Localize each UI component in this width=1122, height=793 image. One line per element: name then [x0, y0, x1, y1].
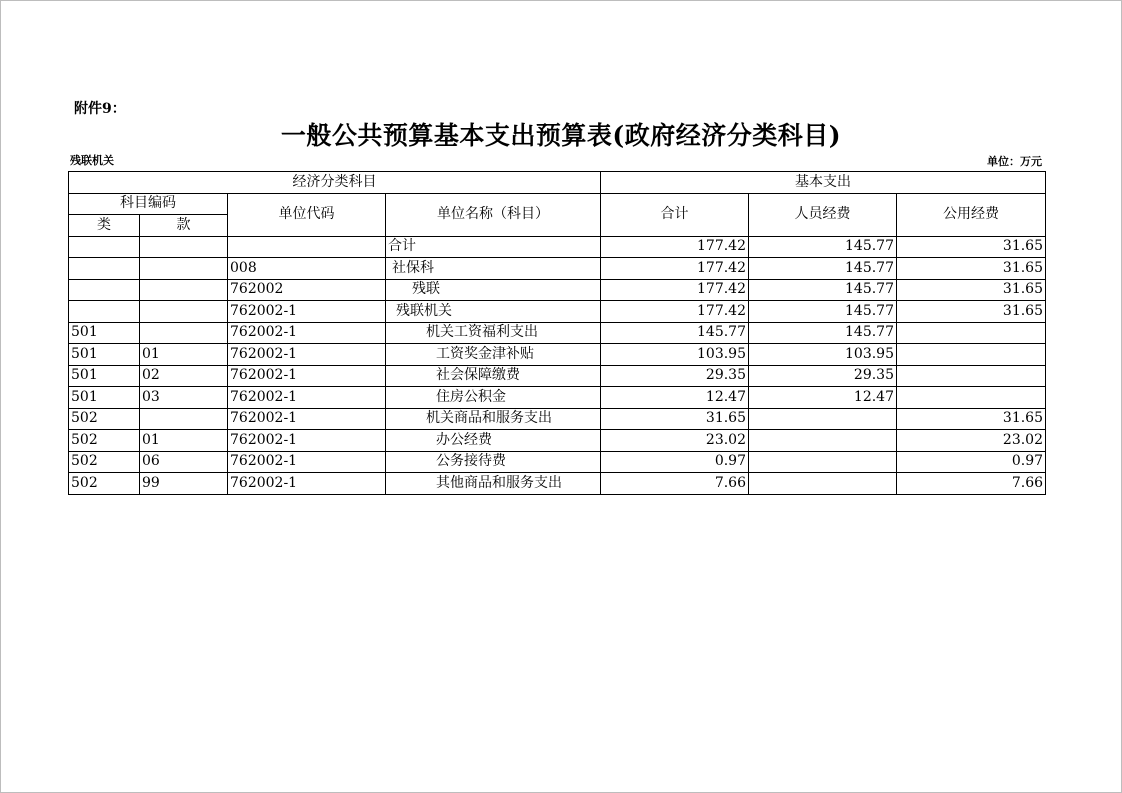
- cell-total: 29.35: [601, 365, 749, 387]
- cell-total: 0.97: [601, 451, 749, 473]
- cell-personnel: 103.95: [749, 344, 897, 366]
- cell-unit-code: 762002-1: [228, 301, 386, 323]
- cell-total: 177.42: [601, 301, 749, 323]
- table-row: [69, 473, 1046, 495]
- cell-personnel: 145.77: [749, 236, 897, 258]
- cell-public: 31.65: [897, 408, 1046, 430]
- cell-class: 502: [69, 451, 140, 473]
- cell-name: 社会保障缴费: [386, 365, 601, 387]
- cell-personnel: 145.77: [749, 279, 897, 301]
- cell-public: [897, 344, 1046, 366]
- cell-item: [140, 408, 228, 430]
- header-total: 合计: [601, 193, 749, 236]
- cell-unit-code: 762002-1: [228, 344, 386, 366]
- table-row: [69, 279, 1046, 301]
- cell-total: 177.42: [601, 258, 749, 280]
- cell-personnel: [749, 408, 897, 430]
- cell-unit-code: 762002-1: [228, 387, 386, 409]
- cell-unit-code: 762002-1: [228, 451, 386, 473]
- cell-unit-code: 762002-1: [228, 408, 386, 430]
- header-econ-category: 经济分类科目: [69, 172, 601, 194]
- cell-personnel: 145.77: [749, 322, 897, 344]
- cell-public: 31.65: [897, 236, 1046, 258]
- unit-name: 残联机关: [70, 154, 114, 167]
- cell-personnel: 145.77: [749, 301, 897, 323]
- cell-name: 办公经费: [386, 430, 601, 452]
- cell-unit-code: 762002-1: [228, 430, 386, 452]
- cell-total: 23.02: [601, 430, 749, 452]
- cell-class: 501: [69, 322, 140, 344]
- cell-public: 31.65: [897, 258, 1046, 280]
- cell-class: 502: [69, 408, 140, 430]
- cell-total: 145.77: [601, 322, 749, 344]
- cell-name: 机关工资福利支出: [386, 322, 601, 344]
- cell-total: 103.95: [601, 344, 749, 366]
- table-row: [69, 430, 1046, 452]
- cell-public: 23.02: [897, 430, 1046, 452]
- cell-public: 7.66: [897, 473, 1046, 495]
- cell-item: [140, 322, 228, 344]
- cell-item: 06: [140, 451, 228, 473]
- cell-item: [140, 279, 228, 301]
- header-item: 款: [140, 215, 228, 237]
- cell-class: 501: [69, 344, 140, 366]
- table-row: [69, 301, 1046, 323]
- cell-unit-code: 762002-1: [228, 473, 386, 495]
- cell-total: 177.42: [601, 236, 749, 258]
- cell-item: [140, 258, 228, 280]
- cell-item: [140, 301, 228, 323]
- table-row: [69, 258, 1046, 280]
- cell-unit-code: [228, 236, 386, 258]
- cell-item: 01: [140, 430, 228, 452]
- table-row: [69, 451, 1046, 473]
- cell-name: 残联机关: [386, 301, 601, 323]
- header-personnel: 人员经费: [749, 193, 897, 236]
- cell-item: 03: [140, 387, 228, 409]
- cell-personnel: 145.77: [749, 258, 897, 280]
- header-subject-code: 科目编码: [69, 193, 228, 215]
- cell-name: 公务接待费: [386, 451, 601, 473]
- cell-class: 502: [69, 473, 140, 495]
- cell-name: 社保科: [386, 258, 601, 280]
- cell-name: 机关商品和服务支出: [386, 408, 601, 430]
- cell-personnel: [749, 451, 897, 473]
- budget-table: [68, 171, 1046, 495]
- header-unit-code: 单位代码: [228, 193, 386, 236]
- cell-unit-code: 008: [228, 258, 386, 280]
- cell-personnel: 12.47: [749, 387, 897, 409]
- cell-public: 31.65: [897, 279, 1046, 301]
- table-row: [69, 408, 1046, 430]
- cell-public: 31.65: [897, 301, 1046, 323]
- page-title: 一般公共预算基本支出预算表(政府经济分类科目): [280, 121, 842, 150]
- table-row: [69, 344, 1046, 366]
- cell-public: 0.97: [897, 451, 1046, 473]
- header-unit-name-subject: 单位名称（科目）: [386, 193, 601, 236]
- header-public: 公用经费: [897, 193, 1046, 236]
- cell-item: 99: [140, 473, 228, 495]
- cell-total: 7.66: [601, 473, 749, 495]
- cell-class: 501: [69, 365, 140, 387]
- cell-class: 502: [69, 430, 140, 452]
- table-row: [69, 387, 1046, 409]
- cell-unit-code: 762002: [228, 279, 386, 301]
- cell-class: [69, 236, 140, 258]
- cell-class: [69, 279, 140, 301]
- cell-unit-code: 762002-1: [228, 365, 386, 387]
- cell-class: [69, 258, 140, 280]
- table-row: [69, 236, 1046, 258]
- cell-total: 12.47: [601, 387, 749, 409]
- table-row: [69, 322, 1046, 344]
- cell-name: 工资奖金津补贴: [386, 344, 601, 366]
- cell-item: 02: [140, 365, 228, 387]
- cell-item: 01: [140, 344, 228, 366]
- cell-class: [69, 301, 140, 323]
- cell-name: 残联: [386, 279, 601, 301]
- cell-name: 住房公积金: [386, 387, 601, 409]
- cell-public: [897, 322, 1046, 344]
- header-class: 类: [69, 215, 140, 237]
- cell-total: 177.42: [601, 279, 749, 301]
- cell-total: 31.65: [601, 408, 749, 430]
- cell-personnel: [749, 430, 897, 452]
- cell-name: 其他商品和服务支出: [386, 473, 601, 495]
- header-row-2: [69, 193, 1046, 215]
- cell-public: [897, 365, 1046, 387]
- cell-class: 501: [69, 387, 140, 409]
- cell-item: [140, 236, 228, 258]
- header-row-1: [69, 172, 1046, 194]
- attachment-label: 附件9：: [74, 101, 126, 117]
- table-row: [69, 365, 1046, 387]
- cell-personnel: [749, 473, 897, 495]
- cell-personnel: 29.35: [749, 365, 897, 387]
- cell-name: 合计: [386, 236, 601, 258]
- cell-public: [897, 387, 1046, 409]
- header-basic-expense: 基本支出: [601, 172, 1046, 194]
- cell-unit-code: 762002-1: [228, 322, 386, 344]
- unit-label: 单位：万元: [987, 155, 1042, 168]
